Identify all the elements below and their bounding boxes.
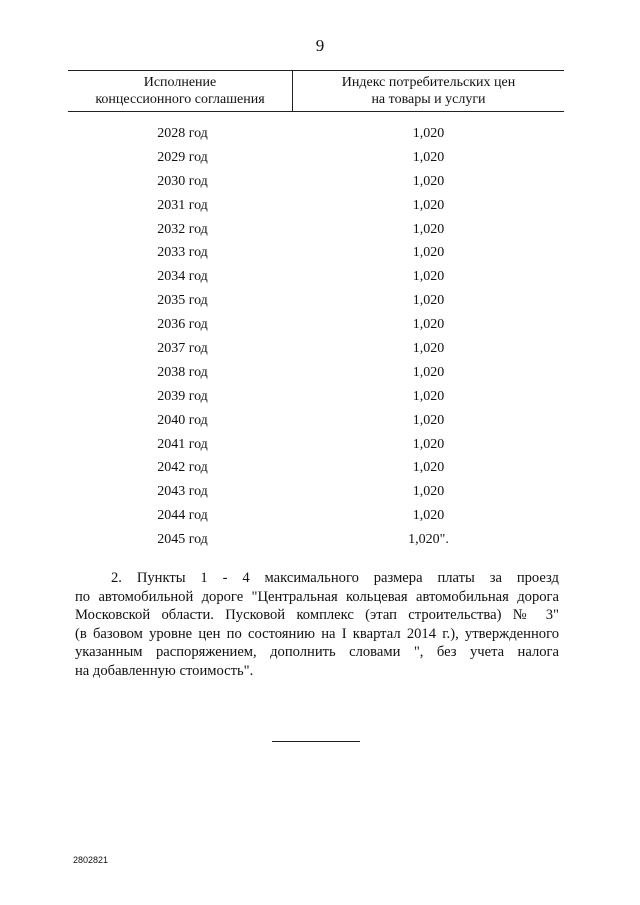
- index-cell: 1,020: [412, 269, 445, 285]
- year-cell: 2029 год: [157, 149, 208, 165]
- paragraph-line: (в базовом уровне цен по состоянию на I квартал 2014 г.), утвержденного: [75, 625, 559, 642]
- index-cell: 1,020: [412, 508, 445, 524]
- table-row: [68, 433, 564, 457]
- index-cell: 1,020: [412, 173, 445, 189]
- table-row: [68, 170, 564, 194]
- year-cell: 2031 год: [157, 197, 208, 213]
- year-cell: 2028 год: [157, 125, 208, 141]
- year-cell: 2045 год: [157, 532, 208, 548]
- year-cell: 2039 год: [157, 388, 208, 404]
- year-cell: 2041 год: [157, 436, 208, 452]
- year-cell: 2033 год: [157, 245, 208, 261]
- table-row: [68, 409, 564, 433]
- index-cell: 1,020: [412, 340, 445, 356]
- paragraph-line: на добавленную стоимость".: [75, 662, 254, 679]
- cpi-table: [68, 70, 564, 552]
- separator-line: [272, 741, 360, 742]
- table-row: [68, 289, 564, 313]
- header-execution-line-2: концессионного соглашения: [95, 92, 265, 107]
- index-cell: 1,020: [412, 460, 445, 476]
- table-row: [68, 241, 564, 265]
- table-row: [68, 218, 564, 242]
- year-cell: 2038 год: [157, 364, 208, 380]
- year-cell: 2043 год: [157, 484, 208, 500]
- table-row: [68, 265, 564, 289]
- table-row: [68, 456, 564, 480]
- year-cell: 2032 год: [157, 221, 208, 237]
- year-cell: 2030 год: [157, 173, 208, 189]
- year-cell: 2042 год: [157, 460, 208, 476]
- table-row: [68, 480, 564, 504]
- header-cpi-line-2: на товары и услуги: [371, 92, 486, 107]
- index-cell: 1,020: [412, 317, 445, 333]
- table-header: [68, 71, 564, 112]
- table-row: [68, 122, 564, 146]
- document-code: 2802821: [73, 855, 109, 865]
- table-row: [68, 504, 564, 528]
- table-row: [68, 313, 564, 337]
- index-cell: 1,020: [412, 364, 445, 380]
- table-row: [68, 194, 564, 218]
- index-cell: 1,020: [412, 197, 445, 213]
- table-row: [68, 361, 564, 385]
- index-cell: 1,020: [412, 484, 445, 500]
- header-cpi-line-1: Индекс потребительских цен: [341, 75, 516, 90]
- index-cell: 1,020: [412, 221, 445, 237]
- index-cell: 1,020: [412, 412, 445, 428]
- year-cell: 2040 год: [157, 412, 208, 428]
- header-cpi: [293, 71, 564, 111]
- year-cell: 2036 год: [157, 317, 208, 333]
- table-row: [68, 337, 564, 361]
- paragraph-line: по автомобильной дороге "Центральная кольцевая автомобильная дорога: [75, 588, 559, 605]
- page-number: 9: [315, 36, 325, 55]
- paragraph-line: указанным распоряжением, дополнить словами ", без учета налога: [75, 644, 559, 661]
- index-cell: 1,020".: [408, 532, 449, 548]
- amendment-paragraph: [75, 569, 559, 681]
- index-cell: 1,020: [412, 388, 445, 404]
- table-body: [68, 112, 564, 552]
- year-cell: 2044 год: [157, 508, 208, 524]
- header-execution: [68, 71, 293, 111]
- table-row: [68, 528, 564, 552]
- year-cell: 2034 год: [157, 269, 208, 285]
- index-cell: 1,020: [412, 125, 445, 141]
- index-cell: 1,020: [412, 293, 445, 309]
- index-cell: 1,020: [412, 436, 445, 452]
- paragraph-line: 2. Пункты 1 - 4 максимального размера платы за проезд: [111, 570, 559, 586]
- table-row: [68, 385, 564, 409]
- year-cell: 2037 год: [157, 340, 208, 356]
- index-cell: 1,020: [412, 149, 445, 165]
- table-row: [68, 146, 564, 170]
- index-cell: 1,020: [412, 245, 445, 261]
- paragraph-line: Московской области. Пусковой комплекс (этап строительства) № 3": [75, 607, 559, 624]
- year-cell: 2035 год: [157, 293, 208, 309]
- header-execution-line-1: Исполнение: [143, 75, 217, 90]
